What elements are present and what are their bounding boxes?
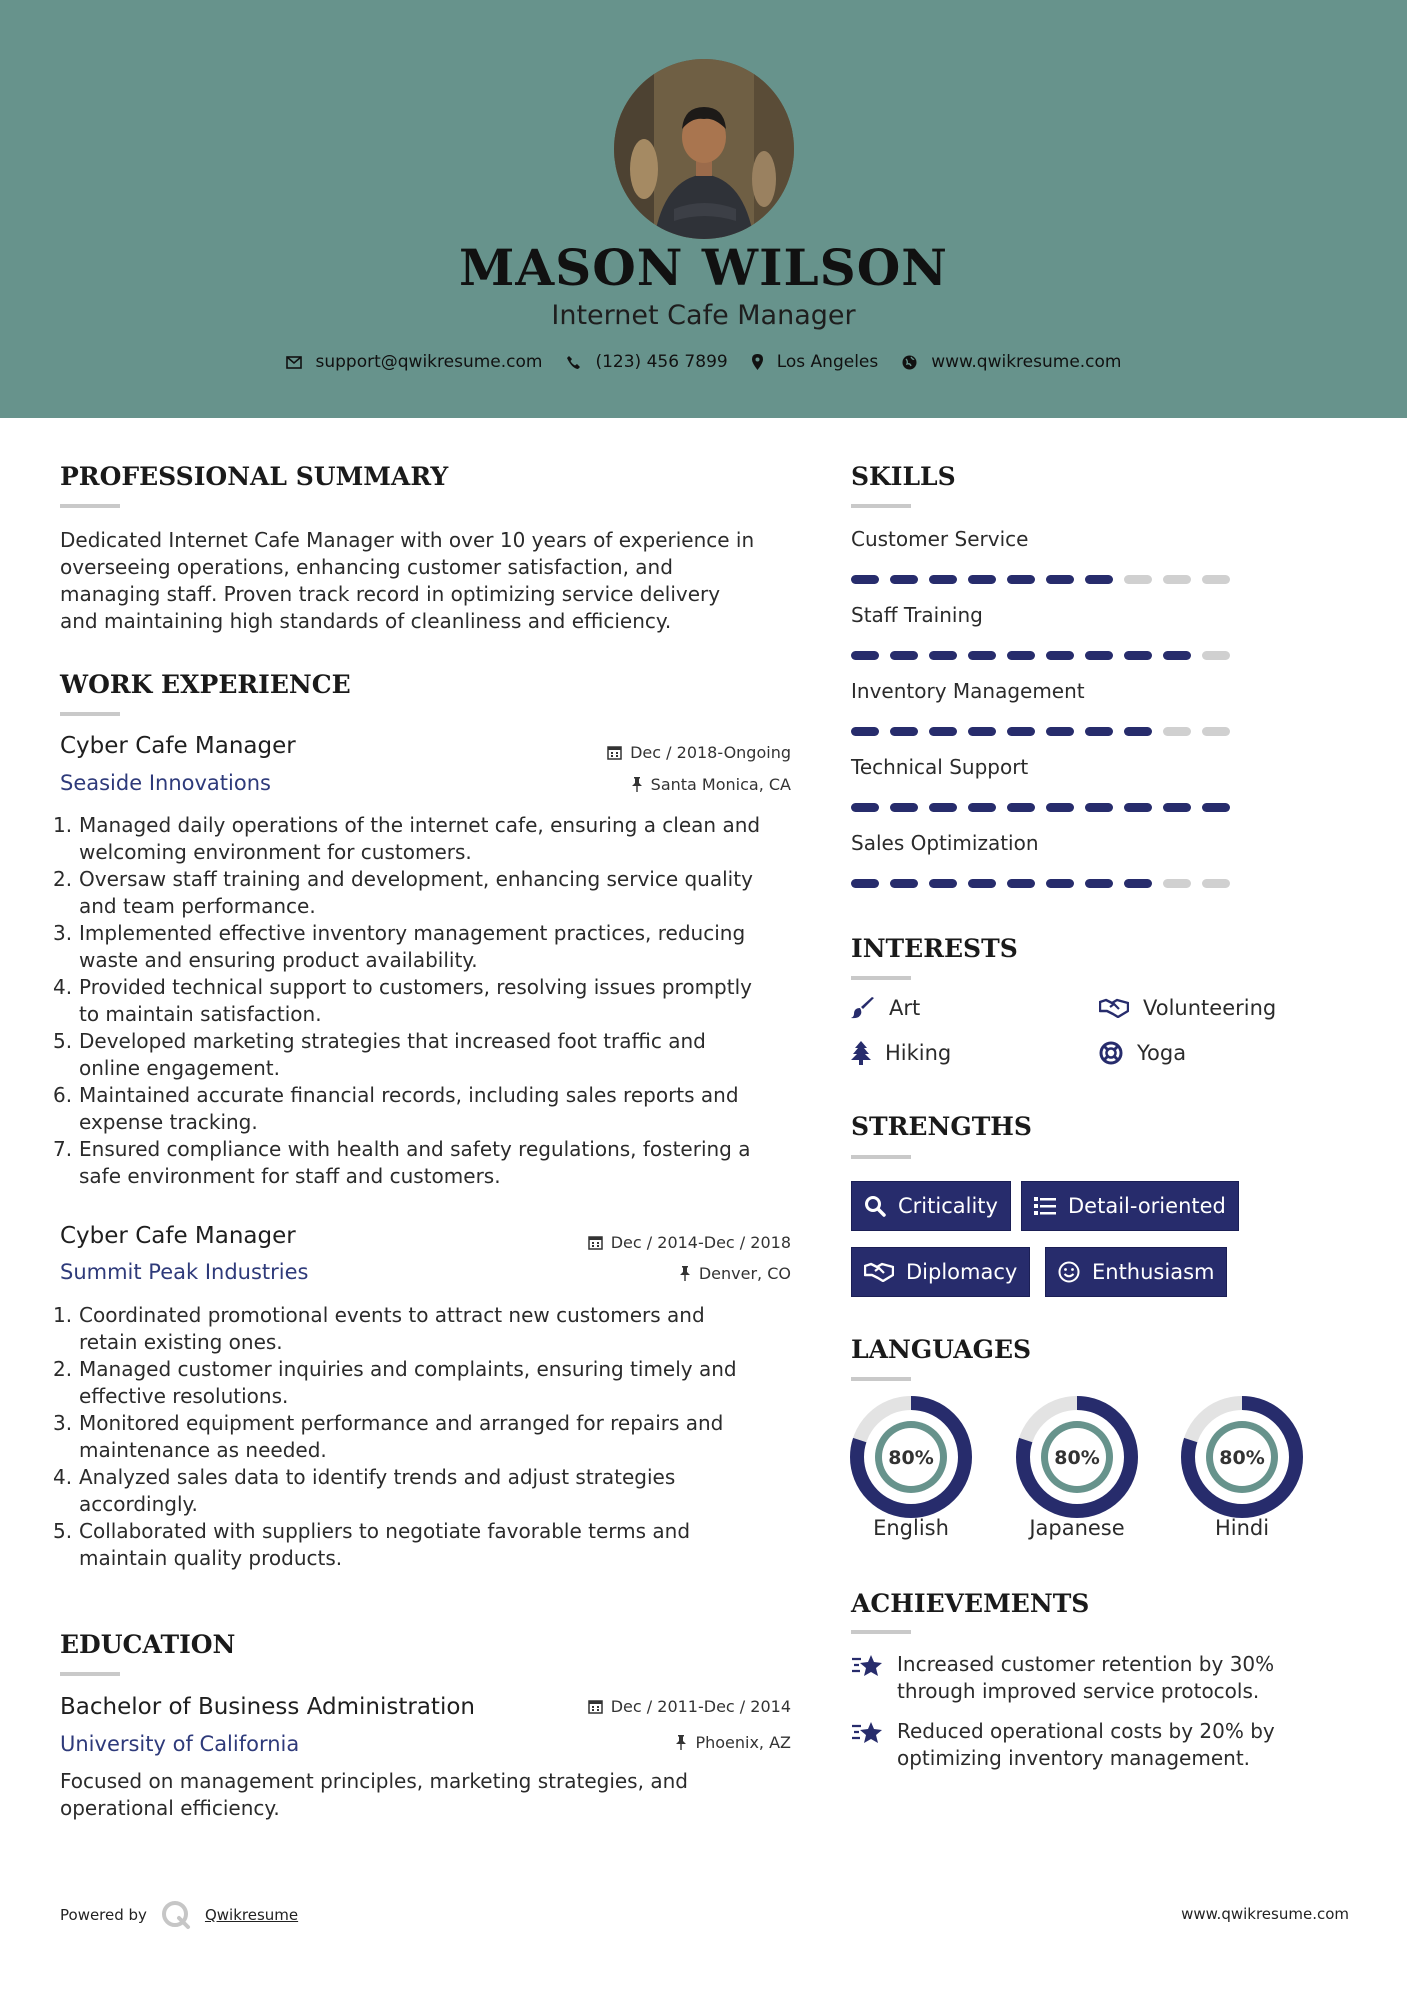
list-item: 2. Managed customer inquiries and complaints, ensuring timely and effective resolutions. — [53, 1357, 737, 1408]
job-title: Cyber Cafe Manager — [60, 733, 296, 759]
skill-level-dot — [929, 879, 957, 888]
skill-level-dot — [1046, 879, 1074, 888]
skill-name: Technical Support — [851, 755, 1029, 779]
job-location-text: Santa Monica, CA — [650, 775, 791, 794]
skill-level-dot — [1046, 803, 1074, 812]
job-location — [679, 1264, 791, 1283]
strength-badge — [1021, 1181, 1239, 1231]
list-item: 5. Developed marketing strategies that increased foot traffic and online engagement. — [53, 1029, 706, 1080]
achievement-item — [851, 1718, 1351, 1772]
skill-level-dot — [929, 803, 957, 812]
skill-level-dot — [1124, 879, 1152, 888]
location-text: Los Angeles — [776, 352, 879, 372]
lifebuoy-icon — [1099, 1041, 1123, 1065]
language-ring — [850, 1396, 972, 1518]
languages-heading: LANGUAGES — [851, 1335, 1032, 1364]
skill-level-dot — [1202, 651, 1230, 660]
contact-email[interactable] — [286, 352, 543, 372]
skill-level-dot — [1202, 879, 1230, 888]
job-dates — [588, 1233, 791, 1252]
skill-level-bar — [851, 803, 1241, 812]
globe-icon — [902, 355, 917, 370]
achievements-heading: ACHIEVEMENTS — [851, 1589, 1090, 1618]
candidate-name: MASON WILSON — [459, 238, 948, 297]
degree-title: Bachelor of Business Administration — [60, 1694, 475, 1720]
candidate-title: Internet Cafe Manager — [551, 300, 856, 331]
summary-heading: PROFESSIONAL SUMMARY — [60, 462, 449, 491]
smile-icon — [1058, 1261, 1080, 1283]
skill-level-dot — [1046, 651, 1074, 660]
skill-level-dot — [929, 651, 957, 660]
summary-line: and maintaining high standards of cleanliness and efficiency. — [60, 609, 672, 633]
skill-name: Customer Service — [851, 527, 1029, 551]
shooting-star-icon — [851, 1720, 883, 1746]
achievement-line: Reduced operational costs by 20% by — [897, 1719, 1275, 1743]
skill-level-dot — [1007, 575, 1035, 584]
education-line: operational efficiency. — [60, 1796, 280, 1820]
skill-name: Sales Optimization — [851, 831, 1039, 855]
skill-level-dot — [1046, 575, 1074, 584]
calendar-icon — [607, 745, 622, 760]
skill-level-dot — [851, 575, 879, 584]
skill-level-dot — [890, 803, 918, 812]
qwikresume-link[interactable]: Qwikresume — [204, 1906, 299, 1924]
profile-photo — [614, 59, 794, 239]
interest-label: Volunteering — [1143, 996, 1277, 1020]
skill-level-dot — [1202, 803, 1230, 812]
job-dates — [607, 743, 791, 762]
list-item: 4. Provided technical support to customers, resolving issues promptly to maintain satisfaction. — [53, 975, 752, 1026]
qwikresume-logo-icon — [161, 1900, 191, 1930]
list-icon — [1034, 1196, 1056, 1216]
education-location — [675, 1733, 791, 1752]
skills-divider — [851, 504, 911, 508]
languages-divider — [851, 1377, 911, 1381]
skill-level-dot — [968, 575, 996, 584]
website-text: www.qwikresume.com — [931, 352, 1122, 372]
interest-label: Yoga — [1137, 1041, 1187, 1065]
email-text: support@qwikresume.com — [315, 352, 543, 372]
achievements-divider — [851, 1630, 911, 1634]
skill-level-dot — [1163, 803, 1191, 812]
map-pin-icon — [752, 354, 763, 370]
education-dates — [588, 1697, 791, 1716]
calendar-icon — [588, 1699, 603, 1714]
education-line: Focused on management principles, marketing strategies, and — [60, 1769, 688, 1793]
skill-level-dot — [968, 651, 996, 660]
skill-level-dot — [1085, 803, 1113, 812]
skill-level-bar — [851, 879, 1241, 888]
language-item — [1016, 1396, 1138, 1540]
skill-level-dot — [968, 879, 996, 888]
skill-level-dot — [851, 803, 879, 812]
achievement-item — [851, 1651, 1351, 1705]
skill-level-dot — [1085, 879, 1113, 888]
interest-item — [1099, 1041, 1186, 1065]
strengths-divider — [851, 1155, 911, 1159]
strength-label: Criticality — [898, 1194, 998, 1218]
achievement-line: optimizing inventory management. — [897, 1746, 1251, 1770]
skill-level-dot — [851, 727, 879, 736]
strength-label: Diplomacy — [906, 1260, 1018, 1284]
language-item — [850, 1396, 972, 1540]
contact-phone[interactable] — [566, 352, 727, 372]
skill-level-dot — [1007, 727, 1035, 736]
skill-name: Staff Training — [851, 603, 983, 627]
list-item: 5. Collaborated with suppliers to negotiate favorable terms and maintain quality products. — [53, 1519, 691, 1570]
skill-level-dot — [1007, 803, 1035, 812]
skill-level-dot — [1202, 727, 1230, 736]
education-description — [60, 1768, 800, 1822]
paintbrush-icon — [851, 997, 875, 1019]
strength-badge — [851, 1181, 1011, 1231]
job-duties-list — [53, 1302, 800, 1572]
language-ring — [1016, 1396, 1138, 1518]
skill-level-dot — [929, 727, 957, 736]
list-item: 4. Analyzed sales data to identify trends and adjust strategies accordingly. — [53, 1465, 676, 1516]
calendar-icon — [588, 1235, 603, 1250]
language-ring — [1181, 1396, 1303, 1518]
search-icon — [864, 1195, 886, 1217]
contact-bar — [0, 352, 1407, 372]
footer-powered-by — [60, 1900, 298, 1930]
pushpin-icon — [631, 777, 643, 792]
language-name: Japanese — [1029, 1516, 1125, 1540]
skill-level-dot — [851, 651, 879, 660]
achievement-line: through improved service protocols. — [897, 1679, 1260, 1703]
experience-heading: WORK EXPERIENCE — [60, 670, 351, 699]
interests-heading: INTERESTS — [851, 934, 1018, 963]
skill-level-bar — [851, 575, 1241, 584]
language-item — [1181, 1396, 1303, 1540]
skill-level-dot — [890, 879, 918, 888]
contact-location — [752, 352, 879, 372]
skill-level-dot — [1163, 879, 1191, 888]
interest-item — [851, 1041, 951, 1065]
interest-item — [1099, 996, 1276, 1020]
summary-line: overseeing operations, enhancing customer satisfaction, and — [60, 555, 673, 579]
achievement-line: Increased customer retention by 30% — [897, 1652, 1275, 1676]
tree-icon — [851, 1041, 871, 1065]
education-dates-text: Dec / 2011-Dec / 2014 — [610, 1697, 791, 1716]
skill-level-dot — [1163, 651, 1191, 660]
skill-level-dot — [1085, 651, 1113, 660]
shooting-star-icon — [851, 1653, 883, 1679]
skill-level-dot — [968, 803, 996, 812]
job-dates-text: Dec / 2018-Ongoing — [630, 743, 791, 762]
education-divider — [60, 1672, 120, 1676]
job-dates-text: Dec / 2014-Dec / 2018 — [610, 1233, 791, 1252]
interest-label: Art — [889, 996, 921, 1020]
skill-level-dot — [1085, 575, 1113, 584]
job-company: Seaside Innovations — [60, 771, 271, 795]
skill-level-dot — [1163, 575, 1191, 584]
skill-level-dot — [968, 727, 996, 736]
phone-text: (123) 456 7899 — [595, 352, 728, 372]
strengths-heading: STRENGTHS — [851, 1112, 1032, 1141]
pushpin-icon — [679, 1266, 691, 1281]
pushpin-icon — [675, 1735, 687, 1750]
summary-line: managing staff. Proven track record in optimizing service delivery — [60, 582, 721, 606]
language-name: English — [873, 1516, 949, 1540]
list-item: 1. Managed daily operations of the internet cafe, ensuring a clean and welcoming environment for customers. — [53, 813, 761, 864]
skill-level-dot — [1124, 803, 1152, 812]
list-item: 3. Monitored equipment performance and arranged for repairs and maintenance as needed. — [53, 1411, 724, 1462]
language-percent: 80% — [1219, 1447, 1265, 1469]
list-item: 2. Oversaw staff training and development, enhancing service quality and team performance. — [53, 867, 753, 918]
handshake-icon — [1099, 998, 1129, 1018]
phone-icon — [566, 355, 581, 370]
strength-badge — [1045, 1247, 1227, 1297]
skill-level-dot — [890, 651, 918, 660]
summary-text — [60, 527, 800, 635]
summary-divider — [60, 504, 120, 508]
list-item: 7. Ensured compliance with health and safety regulations, fostering a safe environment for staff and customers. — [53, 1137, 751, 1188]
skill-name: Inventory Management — [851, 679, 1085, 703]
powered-by-text: Powered by — [60, 1906, 147, 1924]
skill-level-dot — [1124, 727, 1152, 736]
interest-label: Hiking — [885, 1041, 952, 1065]
skill-level-dot — [1007, 651, 1035, 660]
list-item: 1. Coordinated promotional events to attract new customers and retain existing ones. — [53, 1303, 705, 1354]
job-location-text: Denver, CO — [698, 1264, 791, 1283]
skill-level-dot — [1202, 575, 1230, 584]
skill-level-bar — [851, 651, 1241, 660]
handshake-icon — [864, 1262, 894, 1282]
list-item: 3. Implemented effective inventory management practices, reducing waste and ensuring product availability. — [53, 921, 746, 972]
skill-level-dot — [929, 575, 957, 584]
list-item: 6. Maintained accurate financial records, including sales reports and expense tracking. — [53, 1083, 739, 1134]
skill-level-dot — [1046, 727, 1074, 736]
contact-website[interactable] — [902, 352, 1121, 372]
job-location — [631, 775, 791, 794]
skill-level-dot — [1007, 879, 1035, 888]
skill-level-dot — [851, 879, 879, 888]
job-duties-list — [53, 812, 800, 1190]
skill-level-dot — [890, 575, 918, 584]
skill-level-dot — [1085, 727, 1113, 736]
skills-heading: SKILLS — [851, 462, 956, 491]
strength-label: Detail-oriented — [1068, 1194, 1226, 1218]
skill-level-dot — [1124, 651, 1152, 660]
interests-divider — [851, 976, 911, 980]
skill-level-dot — [890, 727, 918, 736]
skill-level-bar — [851, 727, 1241, 736]
footer-website[interactable]: www.qwikresume.com — [1181, 1905, 1349, 1923]
language-name: Hindi — [1214, 1516, 1270, 1540]
skill-level-dot — [1163, 727, 1191, 736]
education-location-text: Phoenix, AZ — [695, 1733, 791, 1752]
job-title: Cyber Cafe Manager — [60, 1223, 296, 1249]
envelope-icon — [286, 356, 302, 369]
school-name: University of California — [60, 1732, 300, 1756]
skill-level-dot — [1124, 575, 1152, 584]
job-company: Summit Peak Industries — [60, 1260, 309, 1284]
experience-divider — [60, 712, 120, 716]
summary-line: Dedicated Internet Cafe Manager with over 10 years of experience in — [60, 528, 755, 552]
strength-badge — [851, 1247, 1030, 1297]
header-band — [0, 0, 1407, 418]
language-percent: 80% — [1054, 1447, 1100, 1469]
interest-item — [851, 996, 920, 1020]
language-percent: 80% — [888, 1447, 934, 1469]
education-heading: EDUCATION — [60, 1630, 236, 1659]
strength-label: Enthusiasm — [1092, 1260, 1215, 1284]
